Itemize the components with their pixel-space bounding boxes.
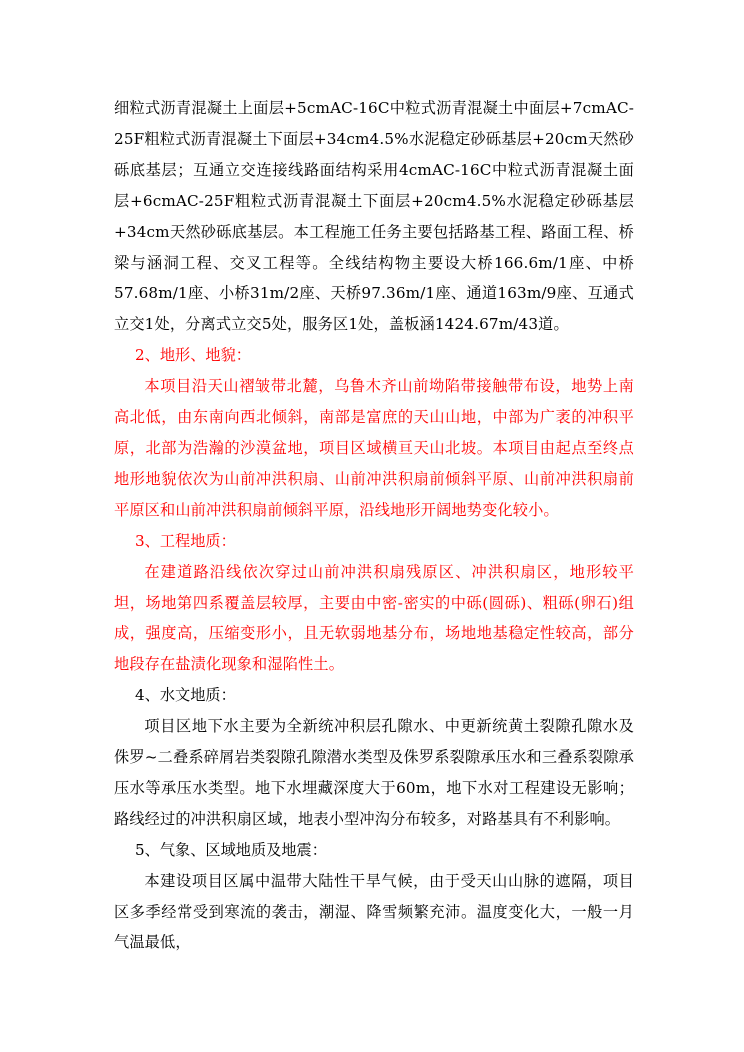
paragraph-pavement-structure: 细粒式沥青混凝土上面层+5cmAC-16C中粒式沥青混凝土中面层+7cmAC-25F粗粒式沥青混凝土下面层+34cm4.5%水泥稳定砂砾基层+20cm天然砂砾底基层；互通立交连接线路面结构采用4cmAC-16C中粒式沥青混凝土面层+6cmAC-25F粗粒式沥青混凝土下面层+20cm4.5%水泥稳定砂砾基层+34cm天然砂砾底基层。本工程施工任务主要包括路基工程、路面工程、桥梁与涵洞工程、交叉工程等。全线结构物主要设大桥166.6m/1座、中桥57.68m/1座、小桥31m/2座、天桥97.36m/1座、通道163m/9座、互通式立交1处，分离式立交5处，服务区1处，盖板涵1424.67m/43道。 <box>114 99 634 334</box>
paragraph-hydrogeology: 项目区地下水主要为全新统冲积层孔隙水、中更新统黄土裂隙孔隙水及侏罗~二叠系碎屑岩类裂隙孔隙潜水类型及侏罗系裂隙承压水和三叠系裂隙承压水等承压水类型。地下水埋藏深度大于60m，地下水对工程建设无影响；路线经过的冲洪积扇区域，地表小型冲沟分布较多，对路基具有不利影响。 <box>114 717 634 828</box>
paragraph-terrain: 本项目沿天山褶皱带北麓，乌鲁木齐山前坳陷带接触带布设，地势上南高北低，由东南向西北倾斜，南部是富庶的天山山地，中部为广袤的冲积平原，北部为浩瀚的沙漠盆地，项目区域横亘天山北坡。本项目由起点至终点地形地貌依次为山前冲洪积扇、山前冲洪积扇前倾斜平原、山前冲洪积扇前平原区和山前冲洪积扇前倾斜平原，沿线地形开阔地势变化较小。 <box>114 377 634 519</box>
heading-hydrogeology: 4、水文地质： <box>135 686 236 705</box>
heading-engineering-geology: 3、工程地质： <box>135 531 236 550</box>
heading-terrain: 2、地形、地貌： <box>135 346 251 365</box>
heading-climate: 5、气象、区域地质及地震： <box>135 840 327 859</box>
paragraph-engineering-geology: 在建道路沿线依次穿过山前冲洪积扇残原区、冲洪积扇区，地形较平坦，场地第四系覆盖层较厚，主要由中密-密实的中砾(圆砾)、粗砾(卵石)组成，强度高，压缩变形小，且无软弱地基分布，场地地基稳定性较高，部分地段存在盐渍化现象和湿陷性土。 <box>114 562 634 674</box>
paragraph-climate: 本建设项目区属中温带大陆性干旱气候，由于受天山山脉的遮隔，项目区多季经常受到寒流的袭击，潮湿、降雪频繁充沛。温度变化大，一般一月气温最低， <box>114 871 634 952</box>
